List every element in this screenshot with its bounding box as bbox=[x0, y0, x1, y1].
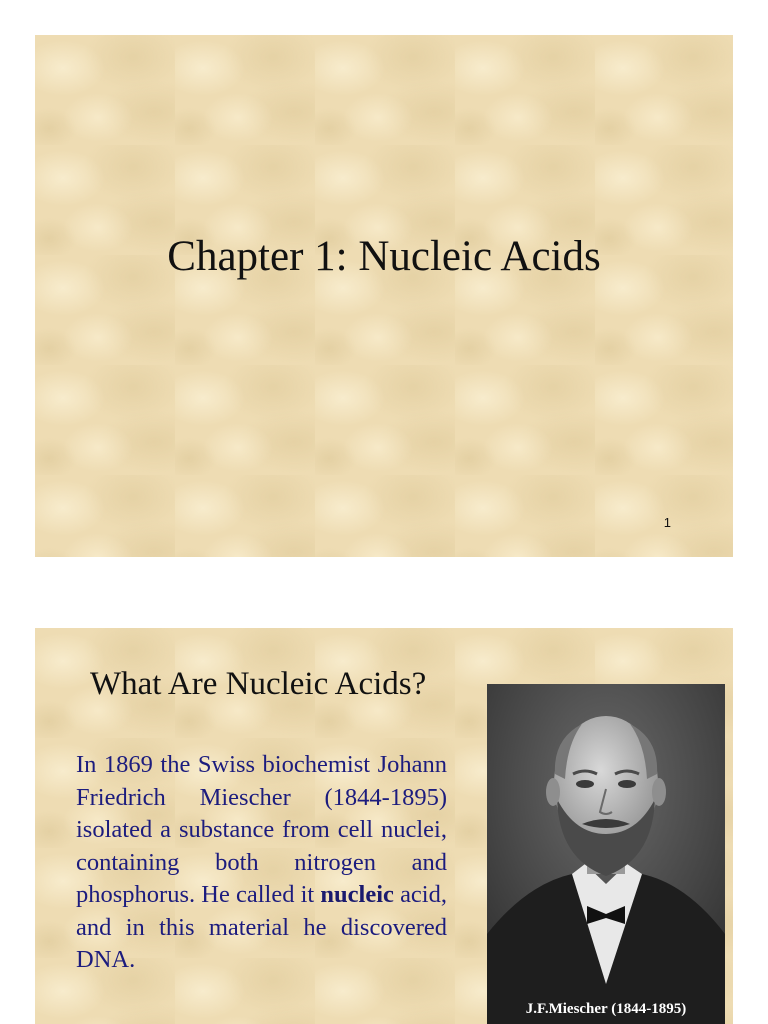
slide-title: What Are Nucleic Acids? bbox=[90, 666, 427, 702]
portrait-illustration bbox=[487, 684, 725, 1024]
slide-title: Chapter 1: Nucleic Acids bbox=[167, 233, 601, 280]
portrait-photo bbox=[487, 684, 725, 1024]
page-number: 1 bbox=[663, 515, 671, 530]
body-paragraph bbox=[76, 749, 447, 977]
body-text-bold: nucleic bbox=[320, 881, 394, 908]
body-text-end: acid, and in this material he discovered DNA. bbox=[76, 881, 447, 973]
slide-2 bbox=[35, 628, 733, 1024]
body-text-start: In 1869 the Swiss biochemist Johann Friedrich Miescher (1844-1895) isolated a substance from cell nuclei, containing both nitrogen and phosphorus. He called it bbox=[76, 751, 447, 908]
slide-1 bbox=[35, 35, 733, 557]
portrait-caption: J.F.Miescher (1844-1895) bbox=[525, 1001, 687, 1017]
